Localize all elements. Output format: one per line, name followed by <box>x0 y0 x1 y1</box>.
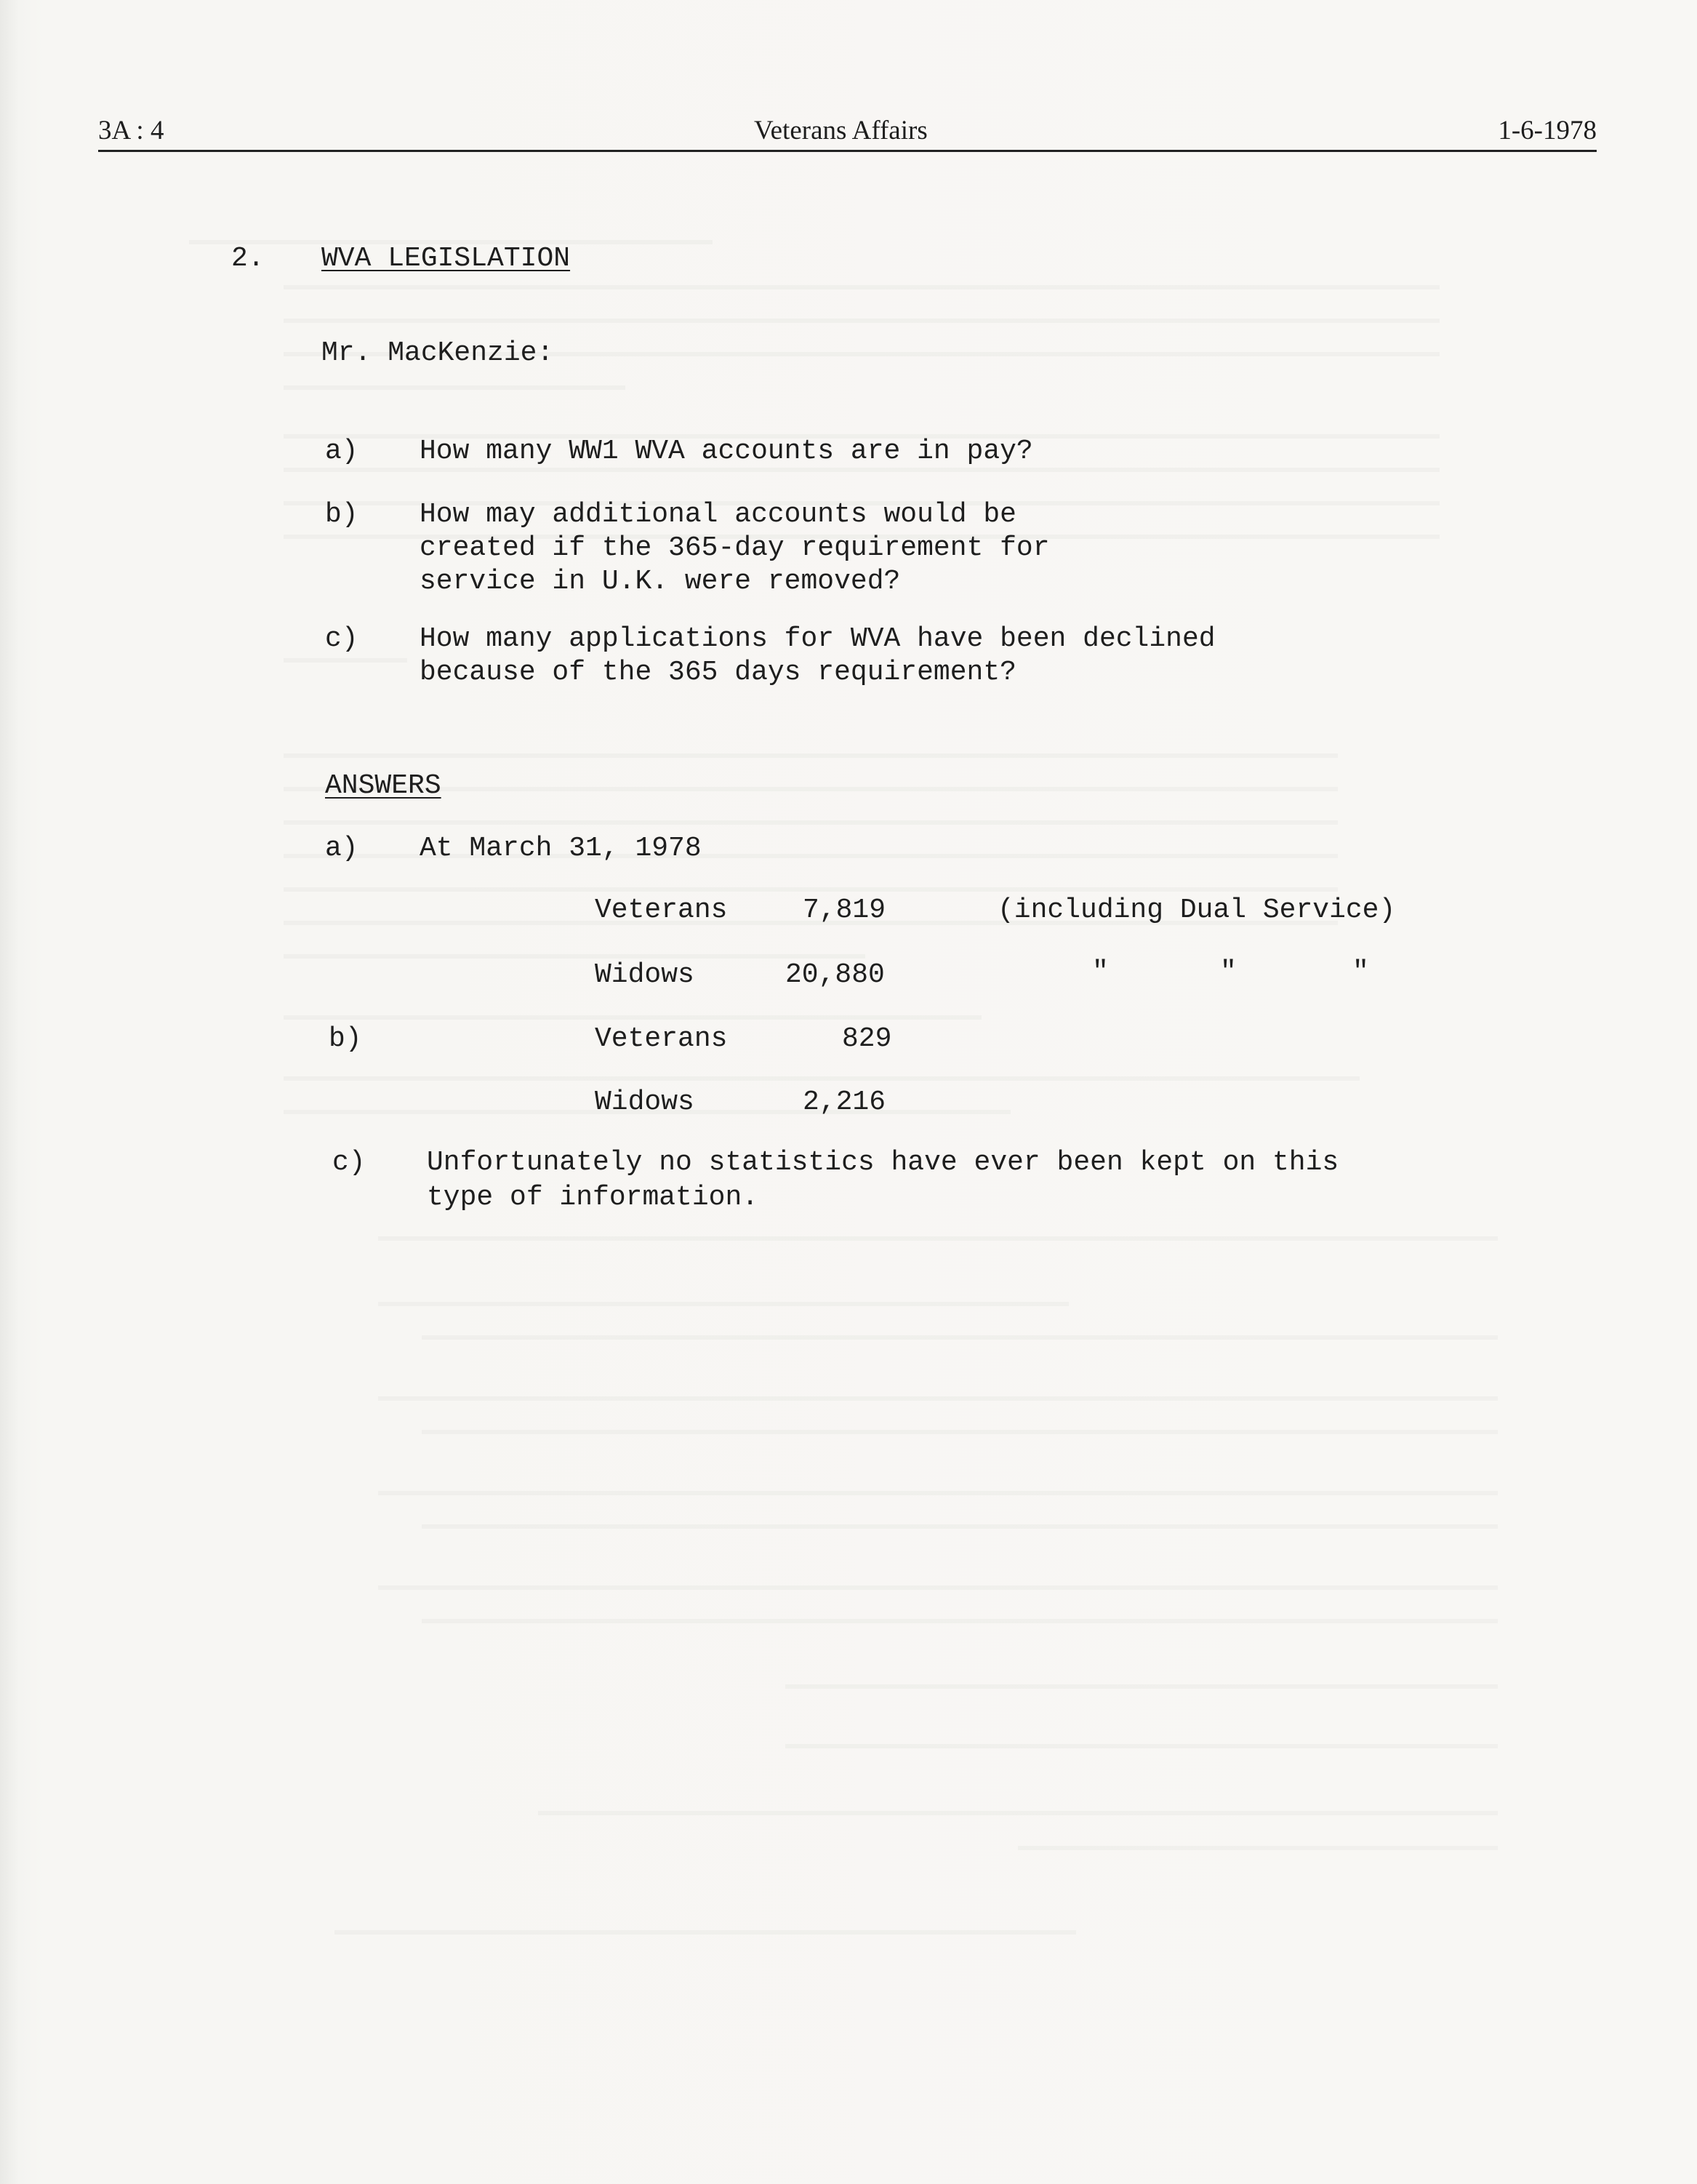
answer-a-veterans-label: Veterans <box>595 895 728 926</box>
ditto-mark: " <box>1220 956 1237 988</box>
section-title: WVA LEGISLATION <box>321 243 571 274</box>
answer-c-text-line-2: type of information. <box>427 1182 759 1213</box>
answer-c-label: c) <box>332 1147 366 1178</box>
question-a-label: a) <box>325 436 358 467</box>
ditto-mark: " <box>1352 956 1369 988</box>
answer-a-date: At March 31, 1978 <box>420 833 702 864</box>
answer-c-text-line-1: Unfortunately no statistics have ever been kept on this <box>427 1147 1339 1178</box>
answer-a-veterans-note: (including Dual Service) <box>998 895 1396 926</box>
question-c-text-line-2: because of the 365 days requirement? <box>420 657 1016 688</box>
answer-a-widows-label: Widows <box>595 959 694 991</box>
answer-b-widows-count: 2,216 <box>803 1087 886 1118</box>
page-number: 3A : 4 <box>98 116 164 145</box>
question-c-label: c) <box>325 623 358 655</box>
answer-b-veterans-label: Veterans <box>595 1023 728 1055</box>
section-number: 2. <box>231 243 265 274</box>
question-b-label: b) <box>325 499 358 530</box>
answers-heading: ANSWERS <box>325 770 441 801</box>
answer-b-label: b) <box>329 1023 362 1055</box>
answer-b-widows-label: Widows <box>595 1087 694 1118</box>
speaker-name: Mr. MacKenzie: <box>321 337 554 369</box>
question-b-text-line-3: service in U.K. were removed? <box>420 566 901 597</box>
header-rule <box>98 150 1597 152</box>
answer-a-veterans-count: 7,819 <box>803 895 886 926</box>
page-header-title: Veterans Affairs <box>754 116 928 145</box>
answer-a-label: a) <box>325 833 358 864</box>
ditto-mark: " <box>1092 956 1109 988</box>
answer-b-veterans-count: 829 <box>842 1023 892 1055</box>
question-b-text-line-2: created if the 365-day requirement for <box>420 532 1050 564</box>
page-date: 1-6-1978 <box>1498 116 1597 145</box>
question-c-text-line-1: How many applications for WVA have been declined <box>420 623 1216 655</box>
answer-a-widows-count: 20,880 <box>785 959 885 991</box>
question-b-text-line-1: How may additional accounts would be <box>420 499 1016 530</box>
question-a-text: How many WW1 WVA accounts are in pay? <box>420 436 1033 467</box>
